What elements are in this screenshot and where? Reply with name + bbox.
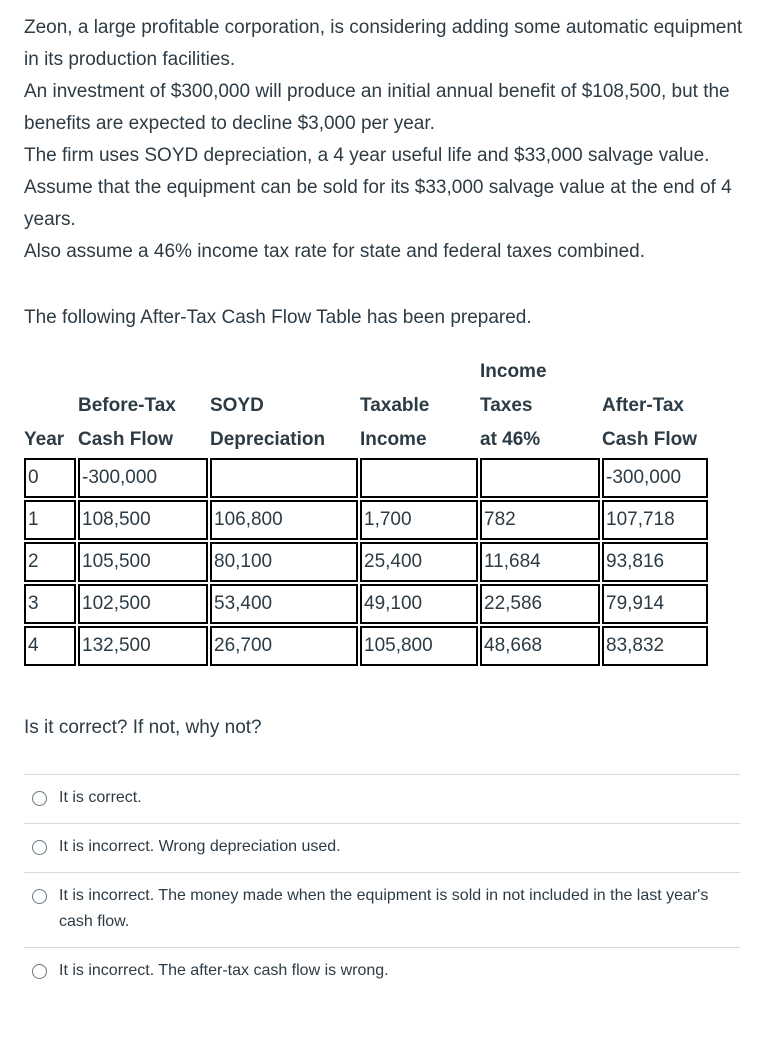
- header-taxable-income: Income: [360, 429, 427, 450]
- table-row: [24, 584, 708, 624]
- cell-depreciation: 53,400: [210, 584, 358, 624]
- header-year: [24, 390, 76, 422]
- cell-after-tax: 79,914: [602, 584, 708, 624]
- cell-before-tax: -300,000: [78, 458, 208, 498]
- cell-year: 4: [24, 626, 76, 666]
- cell-depreciation: 80,100: [210, 542, 358, 582]
- header-after-tax: After-Tax: [602, 395, 684, 416]
- cell-before-tax: 102,500: [78, 584, 208, 624]
- cell-year: 1: [24, 500, 76, 540]
- cell-taxable-income: 49,100: [360, 584, 478, 624]
- problem-statement: [24, 12, 744, 268]
- header-depreciation: [210, 356, 358, 388]
- cell-income-taxes: 11,684: [480, 542, 600, 582]
- header-before-tax: [78, 356, 208, 388]
- header-before-tax: Cash Flow: [78, 429, 174, 450]
- answer-label: It is correct.: [59, 789, 142, 806]
- cell-before-tax: 132,500: [78, 626, 208, 666]
- answer-option[interactable]: [24, 947, 740, 996]
- cell-depreciation: 106,800: [210, 500, 358, 540]
- cell-taxable-income: 25,400: [360, 542, 478, 582]
- table-row: [24, 542, 708, 582]
- cell-before-tax: 105,500: [78, 542, 208, 582]
- answer-label: It is incorrect. The after-tax cash flow is wrong.: [59, 962, 389, 979]
- header-after-tax: Cash Flow: [602, 429, 698, 450]
- cell-year: 2: [24, 542, 76, 582]
- header-taxable-income: Taxable: [360, 395, 430, 416]
- cell-year: 3: [24, 584, 76, 624]
- table-row: [24, 500, 708, 540]
- table-row: [24, 458, 708, 498]
- table-intro: The following After-Tax Cash Flow Table has been prepared.: [24, 307, 532, 328]
- cell-income-taxes: 48,668: [480, 626, 600, 666]
- problem-line: Assume that the equipment can be sold for its $33,000 salvage value at the end of 4 years.: [24, 177, 732, 230]
- cell-after-tax: 93,816: [602, 542, 708, 582]
- problem-line: The firm uses SOYD depreciation, a 4 year useful life and $33,000 salvage value.: [24, 145, 710, 166]
- header-depreciation: Depreciation: [210, 429, 326, 450]
- table-body: [24, 458, 708, 666]
- answer-option[interactable]: [24, 774, 740, 823]
- cell-taxable-income: 1,700: [360, 500, 478, 540]
- radio-button[interactable]: [32, 964, 47, 979]
- cell-after-tax: 83,832: [602, 626, 708, 666]
- quiz-page: [24, 12, 744, 996]
- cell-income-taxes: 22,586: [480, 584, 600, 624]
- problem-line: An investment of $300,000 will produce an initial annual benefit of $108,500, but the benefits are expected to decline $3,000 per year.: [24, 81, 730, 134]
- answer-label: It is incorrect. The money made when the equipment is sold in not included in the last year's cash flow.: [59, 887, 709, 930]
- cell-depreciation: [210, 458, 358, 498]
- cell-taxable-income: [360, 458, 478, 498]
- cash-flow-table: [22, 354, 710, 668]
- cell-after-tax: -300,000: [602, 458, 708, 498]
- answer-option[interactable]: [24, 872, 740, 947]
- header-year: [24, 356, 76, 388]
- cell-before-tax: 108,500: [78, 500, 208, 540]
- header-income-taxes: Income: [480, 361, 547, 382]
- problem-line: Also assume a 46% income tax rate for state and federal taxes combined.: [24, 241, 645, 262]
- problem-line: Zeon, a large profitable corporation, is considering adding some automatic equipment in its production facilities.: [24, 17, 743, 70]
- header-income-taxes: at 46%: [480, 429, 541, 450]
- header-taxable-income: [360, 356, 478, 388]
- answer-options: [24, 774, 740, 996]
- header-depreciation: SOYD: [210, 395, 264, 416]
- radio-button[interactable]: [32, 791, 47, 806]
- header-after-tax: [602, 356, 708, 388]
- radio-button[interactable]: [32, 889, 47, 904]
- header-year: Year: [24, 429, 65, 450]
- header-before-tax: Before-Tax: [78, 395, 176, 416]
- cell-taxable-income: 105,800: [360, 626, 478, 666]
- table-row: [24, 626, 708, 666]
- cell-after-tax: 107,718: [602, 500, 708, 540]
- header-income-taxes: Taxes: [480, 395, 533, 416]
- question-text: Is it correct? If not, why not?: [24, 717, 262, 738]
- table-header: [24, 356, 708, 456]
- cell-income-taxes: [480, 458, 600, 498]
- cell-depreciation: 26,700: [210, 626, 358, 666]
- answer-option[interactable]: [24, 823, 740, 872]
- answer-label: It is incorrect. Wrong depreciation used.: [59, 838, 341, 855]
- cell-year: 0: [24, 458, 76, 498]
- radio-button[interactable]: [32, 840, 47, 855]
- cell-income-taxes: 782: [480, 500, 600, 540]
